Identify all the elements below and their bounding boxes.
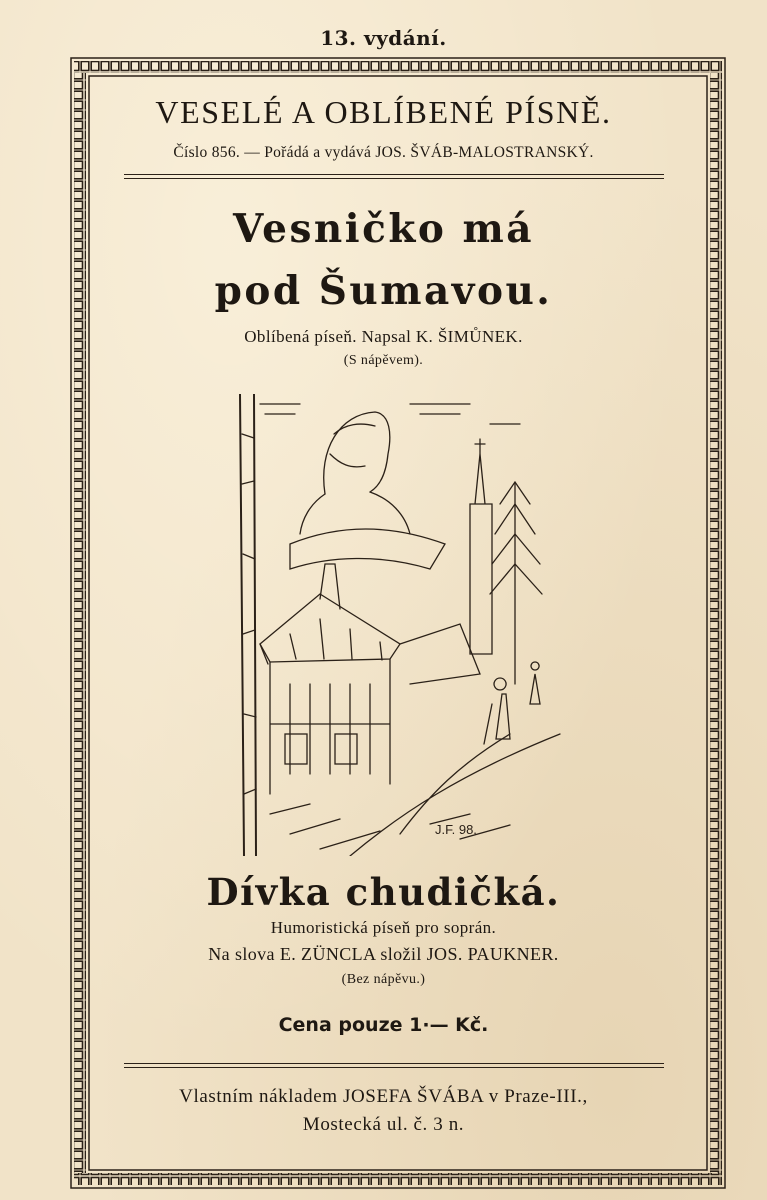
edition-label: 13. vydání. [320,26,447,50]
song2-title: Dívka chudičká. [206,870,561,914]
series-info: Číslo 856. — Pořádá a vydává JOS. ŠVÁB-MALOSTRANSKÝ. [173,144,594,161]
song1-title-line1: Vesničko má [232,206,534,252]
address-line: Mostecká ul. č. 3 n. [302,1114,465,1135]
song1-note: (S nápěvem). [343,353,424,368]
header-divider-2 [124,178,664,179]
header-divider [124,174,664,175]
price-label: Cena pouze 1·— Kč. [278,1014,489,1036]
footer-divider-2 [124,1067,664,1068]
song2-credits: Na slova E. ZÜNCLA složil JOS. PAUKNER. [208,944,559,964]
footer-divider [124,1063,664,1064]
song1-title-line2: pod Šumavou. [214,268,553,314]
song2-subtitle: Humoristická píseň pro soprán. [270,918,497,937]
series-title: VESELÉ A OBLÍBENÉ PÍSNĚ. [155,94,612,130]
song1-subtitle: Oblíbená píseň. Napsal K. ŠIMŮNEK. [244,327,523,346]
publisher-line: Vlastním nákladem JOSEFA ŠVÁBA v Praze-III., [179,1086,588,1107]
song2-note: (Bez nápěvu.) [341,972,426,987]
village-illustration [230,394,575,856]
illustration-signature: J.F. 98. [435,822,477,837]
